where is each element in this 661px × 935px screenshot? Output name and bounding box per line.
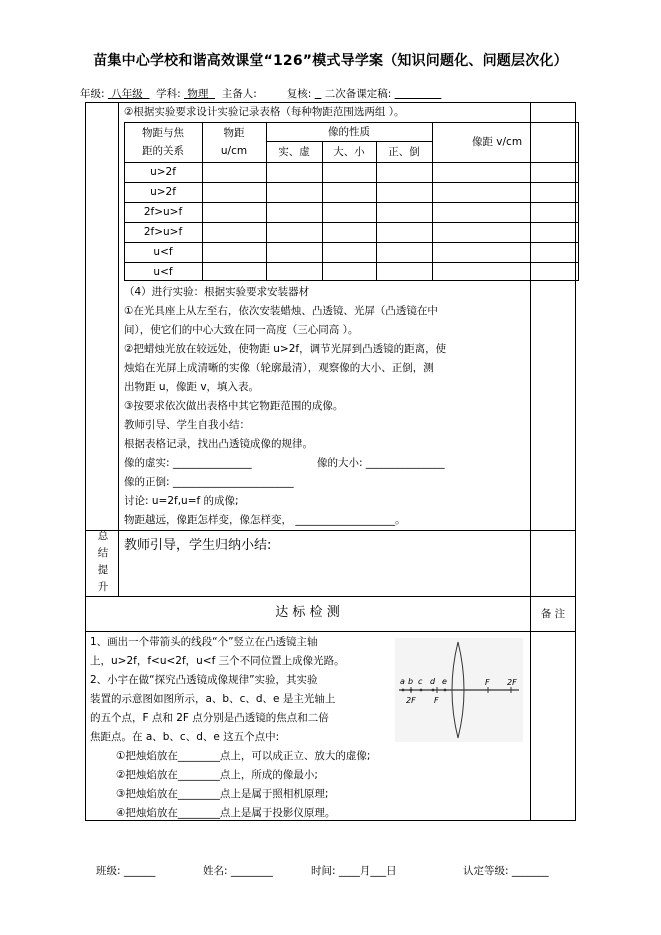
far-near-blank: 物距越远，像距怎样变，像怎样变， ___________________。	[124, 514, 406, 526]
summary-side-label: 总 结 提 升	[97, 530, 109, 593]
label-2F-left: 2F	[406, 696, 416, 705]
second-prep-value	[395, 88, 442, 100]
review-value	[315, 88, 322, 100]
note-column-divider	[530, 596, 531, 821]
point-d	[432, 689, 435, 692]
label-F-right: F	[485, 678, 490, 687]
table-hline	[124, 262, 579, 263]
test-heading: 达 标 检 测	[275, 605, 340, 620]
summary-text: 教师引导，学生归纳小结:	[124, 538, 272, 553]
q2-sub: ①把烛焰放在________点上，可以成正立、放大的虚像;	[116, 750, 371, 762]
label-F-left: F	[434, 696, 439, 705]
experiment-line: 烛焰在光屏上成清晰的实像（轮廓最清），观察像的大小、正倒，测	[124, 362, 434, 374]
second-prep-label: 二次备课定稿:	[324, 88, 392, 100]
table-hline	[266, 141, 432, 142]
point-e	[444, 689, 447, 692]
table-hline	[124, 162, 579, 163]
table-row-label: u<f	[153, 266, 173, 278]
left-column-divider	[118, 102, 119, 596]
label-b: b	[408, 677, 414, 686]
label-c: c	[418, 677, 423, 686]
label-a: a	[400, 677, 405, 686]
table-row-label: 2f>u>f	[143, 226, 183, 238]
discussion-line: 讨论: u=2f,u=f 的成像;	[124, 495, 239, 507]
table-row-label: u<f	[153, 246, 173, 258]
q2-line: 装置的示意图如图所示，a、b、c、d、e 是主光轴上	[90, 693, 336, 705]
point-a	[402, 689, 405, 692]
table-hline	[124, 242, 579, 243]
summary-top-line	[85, 530, 576, 531]
header-orientation: 正、倒	[388, 146, 420, 158]
table-row-label: u>2f	[150, 186, 176, 198]
q2-line: 焦距点。在 a、b、c、d、e 这五个点中:	[90, 731, 280, 743]
experiment-line: 教师引导、学生自我小结：	[124, 419, 250, 431]
label-2F-right: 2F	[507, 678, 517, 687]
q2-line: 的五个点，F 点和 2F 点分别是凸透镜的焦点和二倍	[90, 712, 329, 724]
header-size: 大、小	[333, 146, 365, 158]
label-d: d	[430, 677, 436, 686]
subject-label: 学科:	[156, 88, 181, 100]
table-row-label: u>2f	[150, 166, 176, 178]
header-real-virtual: 实、虚	[278, 146, 310, 158]
virtual-real-blank: 像的虚实: _______________	[124, 457, 252, 469]
meta-line	[80, 86, 441, 101]
orientation-blank: 像的正倒: _______________________	[124, 476, 294, 488]
q2-sub: ③把烛焰放在________点上是属于照相机原理;	[116, 788, 329, 800]
page-title: 苗集中心学校和谐高效课堂“126”模式导学案（知识问题化、问题层次化）	[93, 53, 568, 69]
size-blank: 像的大小: _______________	[317, 457, 445, 469]
header-image-distance: 像距 v/cm	[471, 136, 523, 148]
header-object-distance: 物距 u/cm	[220, 127, 248, 157]
header-relation: 物距与焦 距的关系	[142, 127, 184, 157]
experiment-line: 根据表格记录，找出凸透镜成像的规律。	[124, 438, 313, 450]
q1-line: 1、画出一个带箭头的线段“个”竖立在凸透镜主轴	[90, 636, 318, 648]
lens-diagram	[395, 638, 523, 742]
table-hline	[124, 182, 579, 183]
footer-grade: 认定等级: _______	[463, 865, 549, 877]
experiment-line: （4）进行实验：根据实验要求安装器材	[124, 286, 310, 298]
q2-sub: ②把烛焰放在________点上，所成的像最小;	[116, 769, 318, 781]
footer-time: 时间: ____月___日	[311, 865, 397, 877]
q2-sub: ④把烛焰放在________点上是属于投影仪原理。	[116, 807, 336, 819]
experiment-line: ③按要求依次做出表格中其它物距范围的成像。	[124, 400, 344, 412]
experiment-line: 间），使它们的中心大致在同一高度（三心同高 ）。	[124, 324, 359, 336]
q2-line: 2、小宇在做“探究凸透镜成像规律”实验，其实验	[90, 674, 318, 686]
preparer-label: 主备人:	[221, 88, 257, 100]
point-c	[420, 689, 423, 692]
test-top-line	[85, 596, 576, 597]
experiment-line: ①在光具座上从左至右，依次安装蜡烛、凸透镜、光屏（凸透镜在中	[124, 305, 438, 317]
q1-line: 上，u>2f，f<u<2f，u<f 三个不同位置上成像光路。	[90, 655, 345, 667]
grade-label: 年级:	[80, 88, 105, 100]
header-image-nature: 像的性质	[328, 126, 370, 138]
grade-value: 八年级	[111, 88, 143, 100]
experiment-line: 出物距 u，像距 v，填入表。	[124, 381, 260, 393]
review-label: 复核:	[286, 88, 312, 100]
table-hline	[124, 222, 579, 223]
label-e: e	[442, 677, 447, 686]
design-heading: ②根据实验要求设计实验记录表格（每种物距范围选两组 ）。	[124, 106, 405, 118]
test-heading-line	[85, 631, 576, 632]
table-row-label: 2f>u>f	[143, 206, 183, 218]
table-hline	[124, 202, 579, 203]
footer-name: 姓名: ________	[203, 865, 273, 877]
experiment-line: ②把蜡烛光放在较远处，使物距 u>2f，调节光屏到凸透镜的距离，使	[124, 343, 447, 355]
note-label: 备 注	[540, 608, 566, 620]
subject-value: 物理	[187, 88, 209, 100]
footer-class: 班级: ______	[96, 865, 156, 877]
